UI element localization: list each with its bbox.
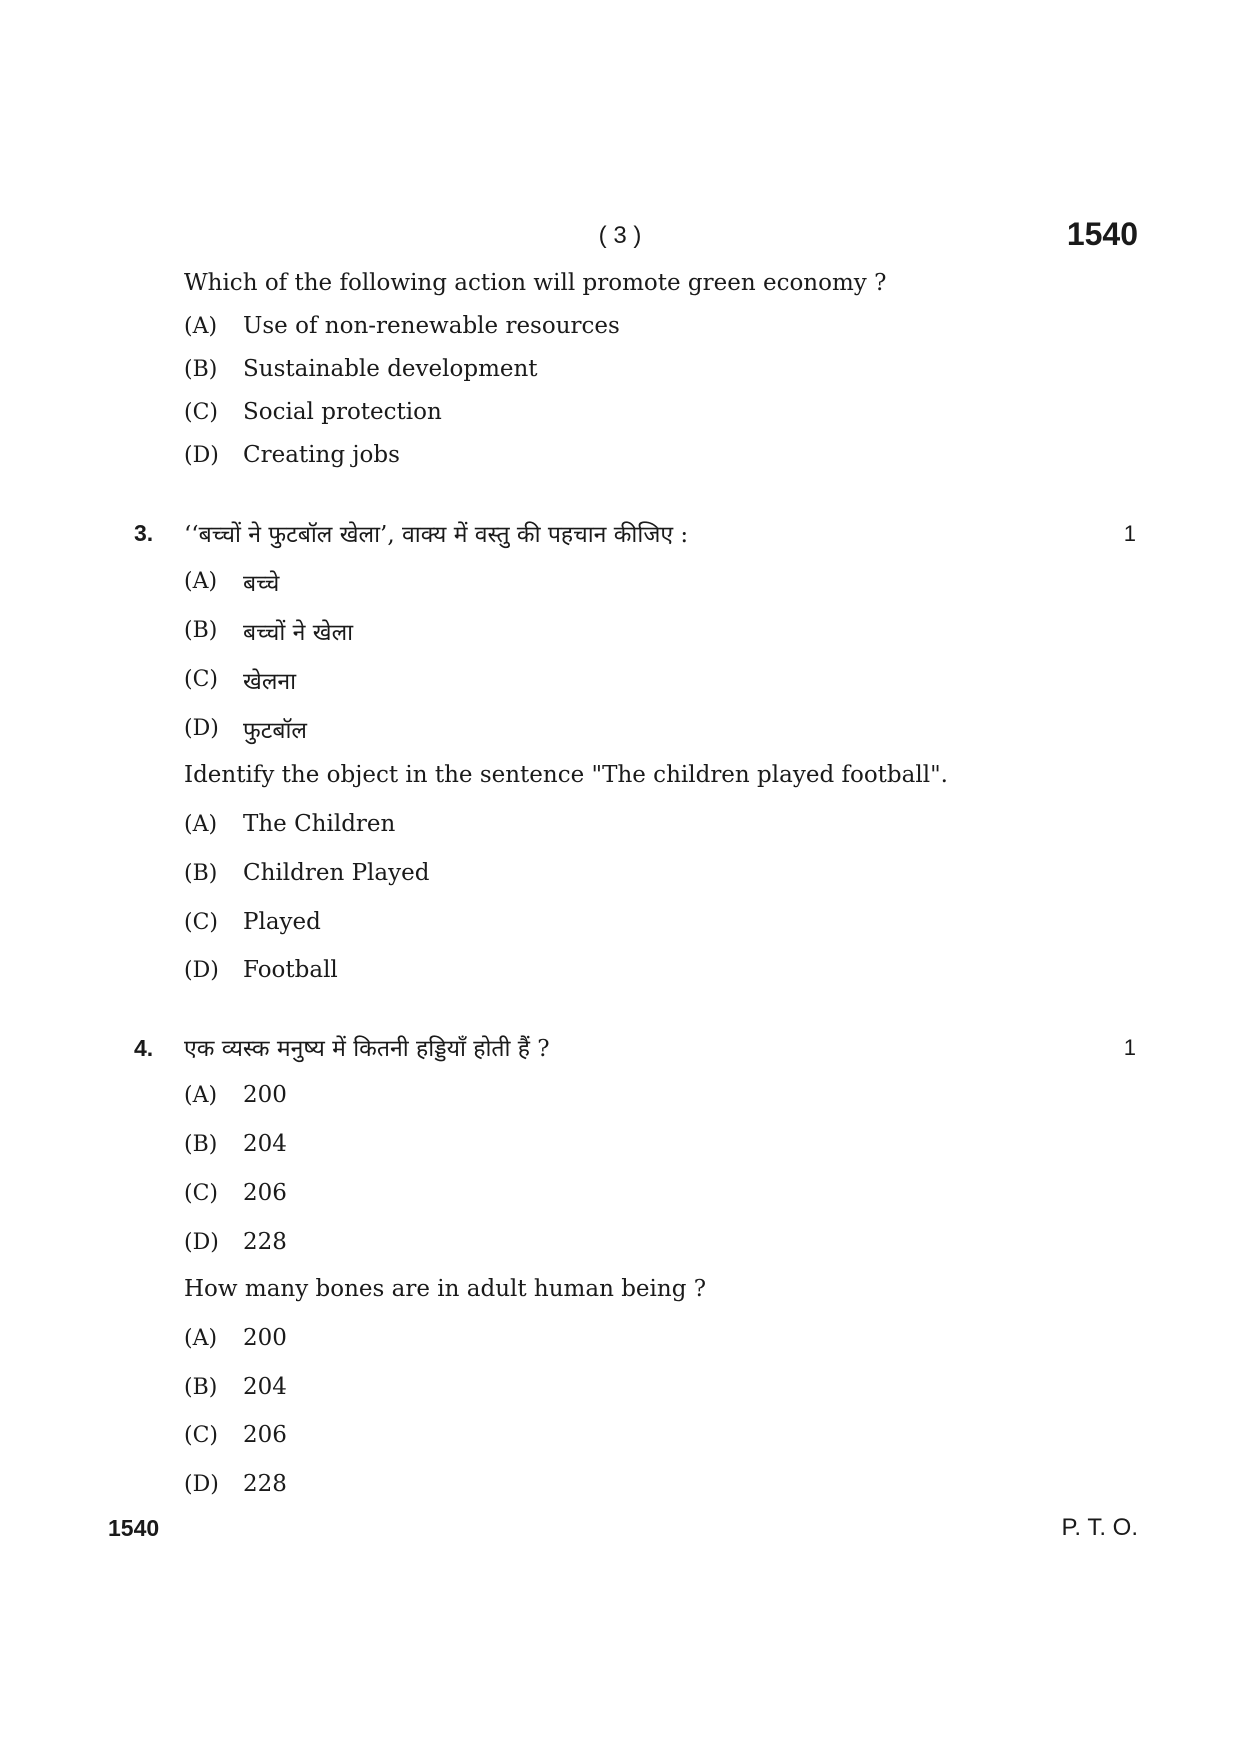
q4-hi-option-b-text: 204 <box>243 1131 287 1157</box>
q3-en-option-c-label: (C) <box>184 910 218 935</box>
paper-code-header: 1540 <box>1066 216 1138 252</box>
q3-hi-option-c-text: खेलना <box>243 669 297 695</box>
q3-en-option-a-label: (A) <box>184 812 218 837</box>
q2-option-b-label: (B) <box>184 357 218 382</box>
q2-option-d-label: (D) <box>184 443 219 468</box>
question-3-text-en: Identify the object in the sentence "The children played football". <box>184 762 948 788</box>
q4-en-option-c-label: (C) <box>184 1423 218 1448</box>
q3-en-option-d-label: (D) <box>184 958 219 983</box>
q2-option-c-text: Social protection <box>243 399 442 425</box>
q4-en-option-d-label: (D) <box>184 1472 219 1497</box>
q3-hi-option-a-text: बच्चे <box>243 571 280 597</box>
page-number: ( 3 ) <box>598 222 642 249</box>
q4-hi-option-c-label: (C) <box>184 1181 218 1206</box>
q3-hi-option-c-label: (C) <box>184 667 218 692</box>
q2-option-d-text: Creating jobs <box>243 442 400 468</box>
q2-option-a-text: Use of non-renewable resources <box>243 313 620 339</box>
question-4-text-hi: एक व्यस्क मनुष्य में कितनी हड्डियाँ होती हैं ? <box>184 1036 550 1062</box>
question-4-marks: 1 <box>1123 1035 1136 1060</box>
q3-en-option-b-label: (B) <box>184 861 218 886</box>
q2-option-b-text: Sustainable development <box>243 356 538 382</box>
please-turn-over: P. T. O. <box>1061 1514 1138 1541</box>
q3-hi-option-a-label: (A) <box>184 569 218 594</box>
question-4-text-en: How many bones are in adult human being ? <box>184 1276 707 1302</box>
q4-en-option-b-text: 204 <box>243 1374 287 1400</box>
q4-hi-option-c-text: 206 <box>243 1180 287 1206</box>
q4-en-option-a-label: (A) <box>184 1326 218 1351</box>
question-3-marks: 1 <box>1123 521 1136 546</box>
q4-hi-option-d-text: 228 <box>243 1229 287 1255</box>
q4-en-option-c-text: 206 <box>243 1422 287 1448</box>
q3-hi-option-b-text: बच्चों ने खेला <box>243 620 354 646</box>
q3-hi-option-b-label: (B) <box>184 618 218 643</box>
q3-hi-option-d-label: (D) <box>184 716 219 741</box>
q4-en-option-b-label: (B) <box>184 1375 218 1400</box>
q3-en-option-b-text: Children Played <box>243 860 430 886</box>
question-4-number: 4. <box>134 1035 154 1061</box>
q3-en-option-a-text: The Children <box>243 811 396 837</box>
q4-hi-option-d-label: (D) <box>184 1230 219 1255</box>
q4-hi-option-b-label: (B) <box>184 1132 218 1157</box>
q4-hi-option-a-label: (A) <box>184 1083 218 1108</box>
q2-option-c-label: (C) <box>184 400 218 425</box>
q4-en-option-d-text: 228 <box>243 1471 287 1497</box>
q3-en-option-d-text: Football <box>243 957 338 983</box>
q3-en-option-c-text: Played <box>243 909 321 935</box>
q4-hi-option-a-text: 200 <box>243 1082 287 1108</box>
question-3-number: 3. <box>134 520 154 546</box>
q2-option-a-label: (A) <box>184 314 218 339</box>
paper-code-footer: 1540 <box>108 1515 160 1541</box>
question-2-text-en: Which of the following action will promote green economy ? <box>184 270 887 296</box>
question-3-text-hi: ‘‘बच्चों ने फुटबॉल खेला’, वाक्य में वस्तु की पहचान कीजिए : <box>184 522 689 548</box>
q4-en-option-a-text: 200 <box>243 1325 287 1351</box>
q3-hi-option-d-text: फुटबॉल <box>243 718 308 744</box>
